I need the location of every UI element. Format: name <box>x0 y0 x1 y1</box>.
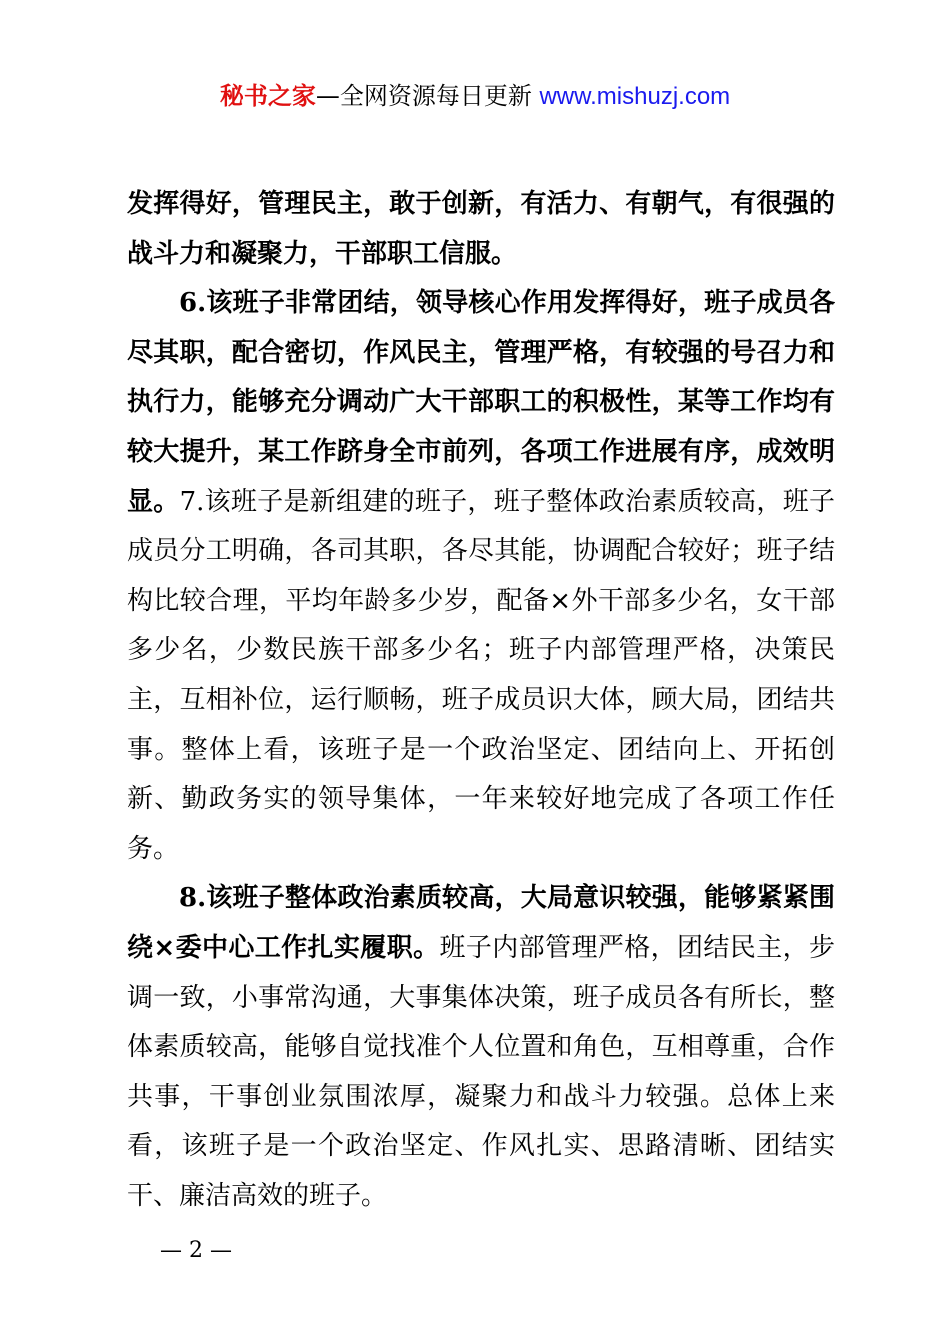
site-header <box>0 80 950 113</box>
paragraph-7-number: 7. <box>179 486 205 517</box>
site-url-link[interactable]: www.mishuzj.com <box>539 83 731 110</box>
paragraph-6-text: 该班子非常团结，领导核心作用发挥得好，班子成员各尽其职，配合密切，作风民主，管理严格，有较强的号召力和执行力，能够充分调动广大干部职工的积极性，某等工作均有较大提升，某工作跻身全市前列，各项工作进展有序，成效明显。 <box>127 288 835 517</box>
document-body <box>127 180 835 1221</box>
paragraph-8 <box>127 874 835 1221</box>
paragraph-7-text: 该班子是新组建的班子，班子整体政治素质较高，班子成员分工明确，各司其职，各尽其能，协调配合较好；班子结构比较合理，平均年龄多少岁，配备×外干部多少名，女干部多少名，少数民族干部多少名；班子内部管理严格，决策民主，互相补位，运行顺畅，班子成员识大体，顾大局，团结共事。整体上看，该班子是一个政治坚定、团结向上、开拓创新、勤政务实的领导集体，一年来较好地完成了各项工作任务。 <box>127 486 835 864</box>
page-number: — 2 — <box>160 1238 232 1263</box>
paragraph-8-bold-text: 该班子整体政治素质较高，大局意识较强，能够紧紧围绕×委中心工作扎实履职。 <box>127 883 835 963</box>
paragraph-8-text: 班子内部管理严格，团结民主，步调一致，小事常沟通，大事集体决策，班子成员各有所长，整体素质较高，能够自觉找准个人位置和角色，互相尊重，合作共事，干事创业氛围浓厚，凝聚力和战斗力较强。总体上来看，该班子是一个政治坚定、作风扎实、思路清晰、团结实干、廉洁高效的班子。 <box>127 932 835 1211</box>
paragraph-6 <box>127 279 835 874</box>
paragraph-6-number: 6. <box>179 288 207 319</box>
paragraph-5-continuation: 发挥得好，管理民主，敢于创新，有活力、有朝气，有很强的战斗力和凝聚力，干部职工信服。 <box>127 189 835 269</box>
paragraph-8-number: 8. <box>179 883 207 914</box>
brand-name: 秘书之家 <box>219 82 316 110</box>
header-slogan: —全网资源每日更新 <box>315 82 540 110</box>
